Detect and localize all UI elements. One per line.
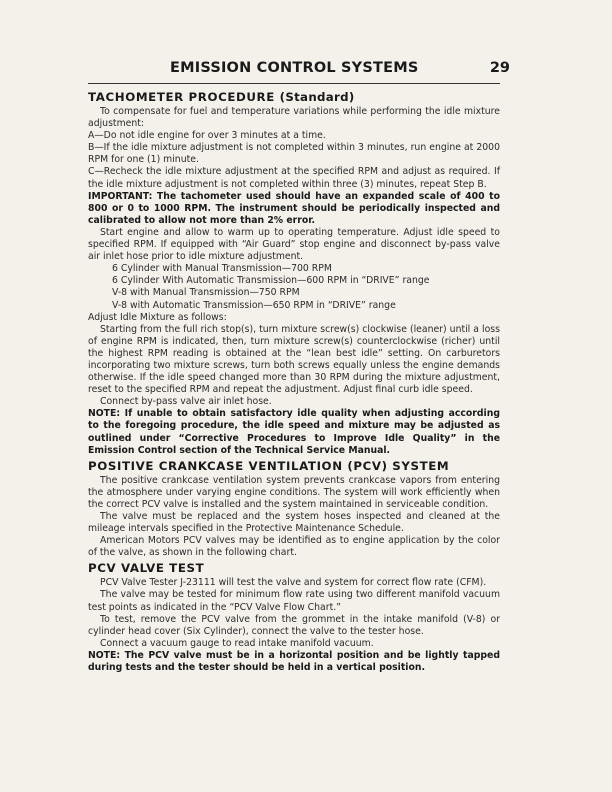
idle-quality-note: NOTE: If unable to obtain satisfactory idle quality when adjusting according to the foregoing procedure, the idle speed and mixture may be adjusted as outlined under “Corrective Procedures to Improve Idle Quality” in the Emission Control section of the Technical Service Manual. [88,408,500,456]
adjust-mixture-label: Adjust Idle Mixture as follows: [88,311,227,323]
rpm-spec-item: 6 Cylinder with Manual Transmission—700 RPM [112,263,332,275]
pcv-test-heading: PCV VALVE TEST [88,561,205,576]
tachometer-heading-main: TACHOMETER PROCEDURE [88,90,275,104]
tachometer-heading-sub: (Standard) [279,90,355,104]
header-rule [88,83,500,84]
pcv-system-p3: American Motors PCV valves may be identified as to engine application by the color of the valve, as shown in the following chart. [88,535,500,559]
pcv-test-p2: The valve may be tested for minimum flow rate using two different manifold vacuum test points as indicated in the “PCV Valve Flow Chart.” [88,589,500,613]
step-a: A—Do not idle engine for over 3 minutes at a time. [88,130,326,142]
rpm-spec-item: 6 Cylinder With Automatic Transmission—600 RPM in “DRIVE” range [112,275,430,287]
important-note: IMPORTANT: The tachometer used should have an expanded scale of 400 to 800 or 0 to 1000 RPM. The instrument should be periodically inspected and calibrated to allow not more than 2% error. [88,190,500,226]
page-title: EMISSION CONTROL SYSTEMS [170,60,419,76]
rpm-spec-item: V-8 with Automatic Transmission—650 RPM in “DRIVE” range [112,299,396,311]
pcv-system-p1: The positive crankcase ventilation system prevents crankcase vapors from entering the atmosphere under varying engine conditions. The system will work efficiently when the correct PCV valve is installed and the system maintained in serviceable condition. [88,474,500,510]
step-b: B—If the idle mixture adjustment is not completed within 3 minutes, run engine at 2000 RPM for one (1) minute. [88,142,500,166]
step-c: C—Recheck the idle mixture adjustment at the specified RPM and adjust as required. If the idle mixture adjustment is not completed within three (3) minutes, repeat Step B. [88,166,500,190]
pcv-system-heading: POSITIVE CRANKCASE VENTILATION (PCV) SYSTEM [88,458,450,473]
pcv-test-p4: Connect a vacuum gauge to read intake manifold vacuum. [100,637,374,649]
page-header [170,60,510,78]
tachometer-intro: To compensate for fuel and temperature variations while performing the idle mixture adjustment: [88,106,500,130]
tachometer-heading [88,89,500,105]
connect-hose: Connect by-pass valve air inlet hose. [100,396,272,408]
mixture-procedure: Starting from the full rich stop(s), turn mixture screw(s) clockwise (leaner) until a loss of engine RPM is indicated, then, turn mixture screw(s) counterclockwise (richer) until the highest RPM reading is obtained at the “lean best idle” setting. On carburetors incorporating two mixture screws, turn both screws equally unless the engine demands otherwise. If the idle speed changed more than 30 RPM during the mixture adjustment, reset to the specified RPM and repeat the adjustment. Adjust final curb idle speed. [88,323,500,396]
pcv-test-p1: PCV Valve Tester J-23111 will test the valve and system for correct flow rate (CFM). [100,577,487,589]
page-body [88,88,500,674]
pcv-test-p3: To test, remove the PCV valve from the grommet in the intake manifold (V-8) or cylinder head cover (Six Cylinder), connect the valve to the tester hose. [88,613,500,637]
pcv-system-p2: The valve must be replaced and the system hoses inspected and cleaned at the mileage intervals specified in the Protective Maintenance Schedule. [88,511,500,535]
rpm-spec-item: V-8 with Manual Transmission—750 RPM [112,287,300,299]
pcv-test-note: NOTE: The PCV valve must be in a horizontal position and be lightly tapped during tests and the tester should be held in a vertical position. [88,649,500,674]
page-number: 29 [489,60,510,76]
warmup-paragraph: Start engine and allow to warm up to operating temperature. Adjust idle speed to specified RPM. If equipped with “Air Guard” stop engine and disconnect by-pass valve air inlet hose prior to idle mixture adjustment. [88,226,500,263]
